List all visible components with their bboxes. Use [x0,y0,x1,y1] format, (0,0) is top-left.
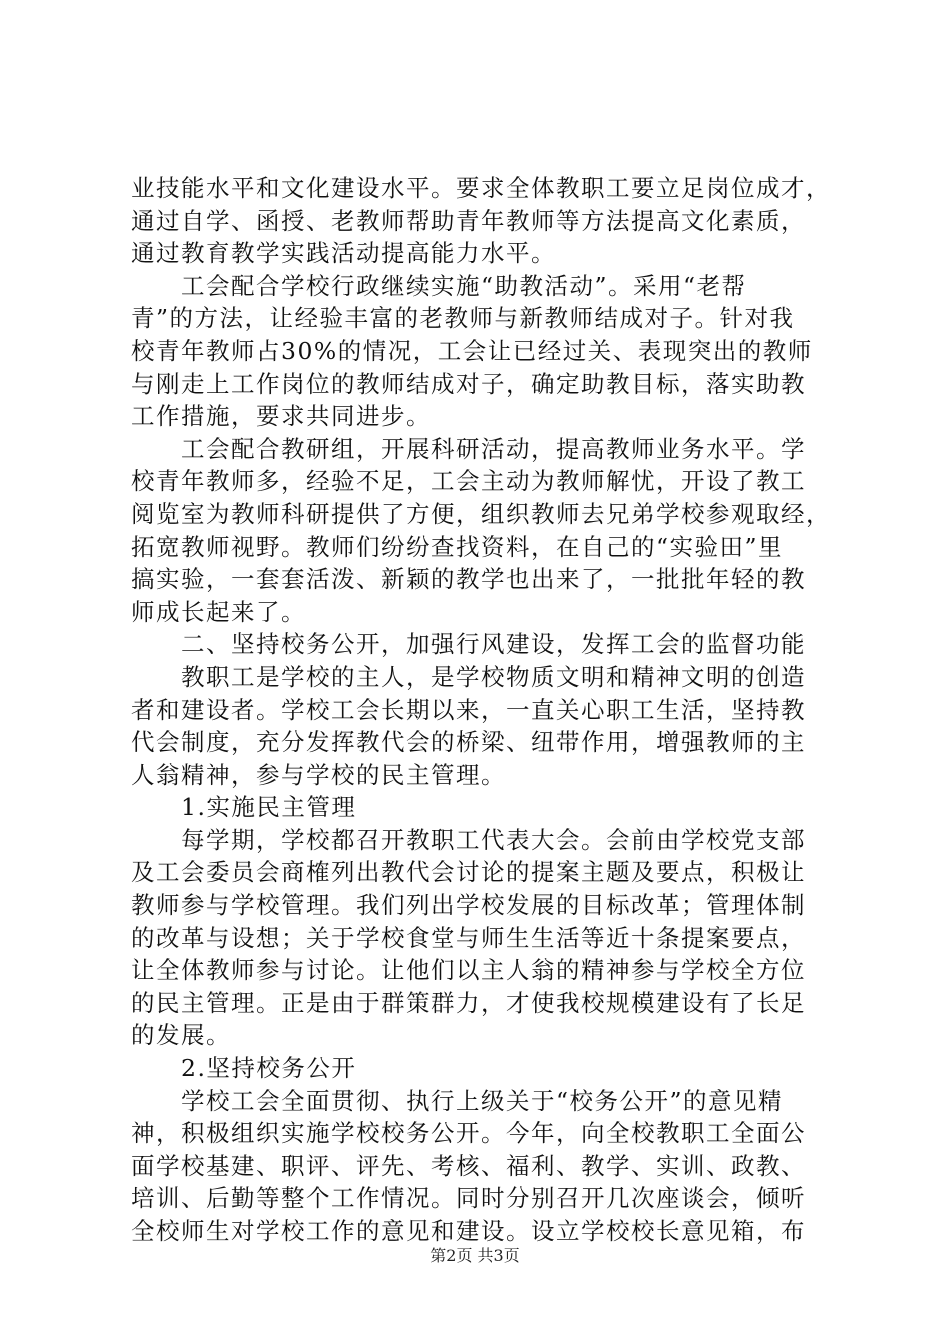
text-line: 全校师生对学校工作的意见和建设。设立学校校长意见箱，布 [131,1217,806,1245]
text-line: 校青年教师多，经验不足，工会主动为教师解忧，开设了教工 [131,467,806,496]
text-line: 的民主管理。正是由于群策群力，才使我校规模建设有了长足 [131,988,806,1017]
text-line: 2.坚持校务公开 [181,1054,357,1083]
text-line: 拓宽教师视野。教师们纷纷查找资料，在自己的“实验田”里 [131,532,784,561]
text-line: 学校工会全面贯彻、执行上级关于“校务公开”的意见精 [181,1086,784,1115]
text-line: 人翁精神，参与学校的民主管理。 [131,760,506,789]
text-line: 师成长起来了。 [131,597,306,626]
text-line: 工会配合学校行政继续实施“助教活动”。采用“老帮 [181,271,747,300]
text-line: 的改革与设想；关于学校食堂与师生生活等近十条提案要点， [131,923,806,952]
text-line: 面学校基建、职评、评先、考核、福利、教学、实训、政教、 [131,1151,806,1180]
text-line: 教职工是学校的主人，是学校物质文明和精神文明的创造 [181,662,806,691]
text-line: 培训、后勤等整个工作情况。同时分别召开几次座谈会，倾听 [131,1184,806,1213]
text-line: 每学期，学校都召开教职工代表大会。会前由学校党支部 [181,825,806,854]
text-line: 二、坚持校务公开，加强行风建设，发挥工会的监督功能 [181,630,806,659]
text-line: 1.实施民主管理 [181,793,357,822]
document-body [131,172,831,1248]
text-line: 业技能水平和文化建设水平。要求全体教职工要立足岗位成才， [131,174,831,202]
text-line: 工作措施，要求共同进步。 [131,402,431,431]
text-line: 通过自学、函授、老教师帮助青年教师等方法提高文化素质， [131,206,806,235]
text-line: 校青年教师占30%的情况，工会让已经过关、表现突出的教师 [131,336,813,365]
text-line: 者和建设者。学校工会长期以来，一直关心职工生活，坚持教 [131,695,806,724]
text-line: 代会制度，充分发挥教代会的桥梁、纽带作用，增强教师的主 [131,728,806,757]
text-line: 让全体教师参与讨论。让他们以主人翁的精神参与学校全方位 [131,956,806,985]
text-line: 通过教育教学实践活动提高能力水平。 [131,239,556,268]
text-line: 的发展。 [131,1021,231,1050]
page-footer: 第2页 共3页 [430,1246,520,1265]
text-line: 及工会委员会商榷列出教代会讨论的提案主题及要点，积极让 [131,858,806,887]
text-line: 教师参与学校管理。我们列出学校发展的目标改革；管理体制 [131,891,806,920]
text-line: 神，积极组织实施学校校务公开。今年，向全校教职工全面公 [131,1119,806,1148]
text-line: 青”的方法，让经验丰富的老教师与新教师结成对子。针对我 [131,304,795,333]
text-line: 搞实验，一套套活泼、新颖的教学也出来了，一批批年轻的教 [131,565,806,594]
text-line: 阅览室为教师科研提供了方便，组织教师去兄弟学校参观取经， [131,499,831,528]
text-line: 工会配合教研组，开展科研活动，提高教师业务水平。学 [181,434,806,463]
text-line: 与刚走上工作岗位的教师结成对子，确定助教目标，落实助教 [131,369,806,398]
